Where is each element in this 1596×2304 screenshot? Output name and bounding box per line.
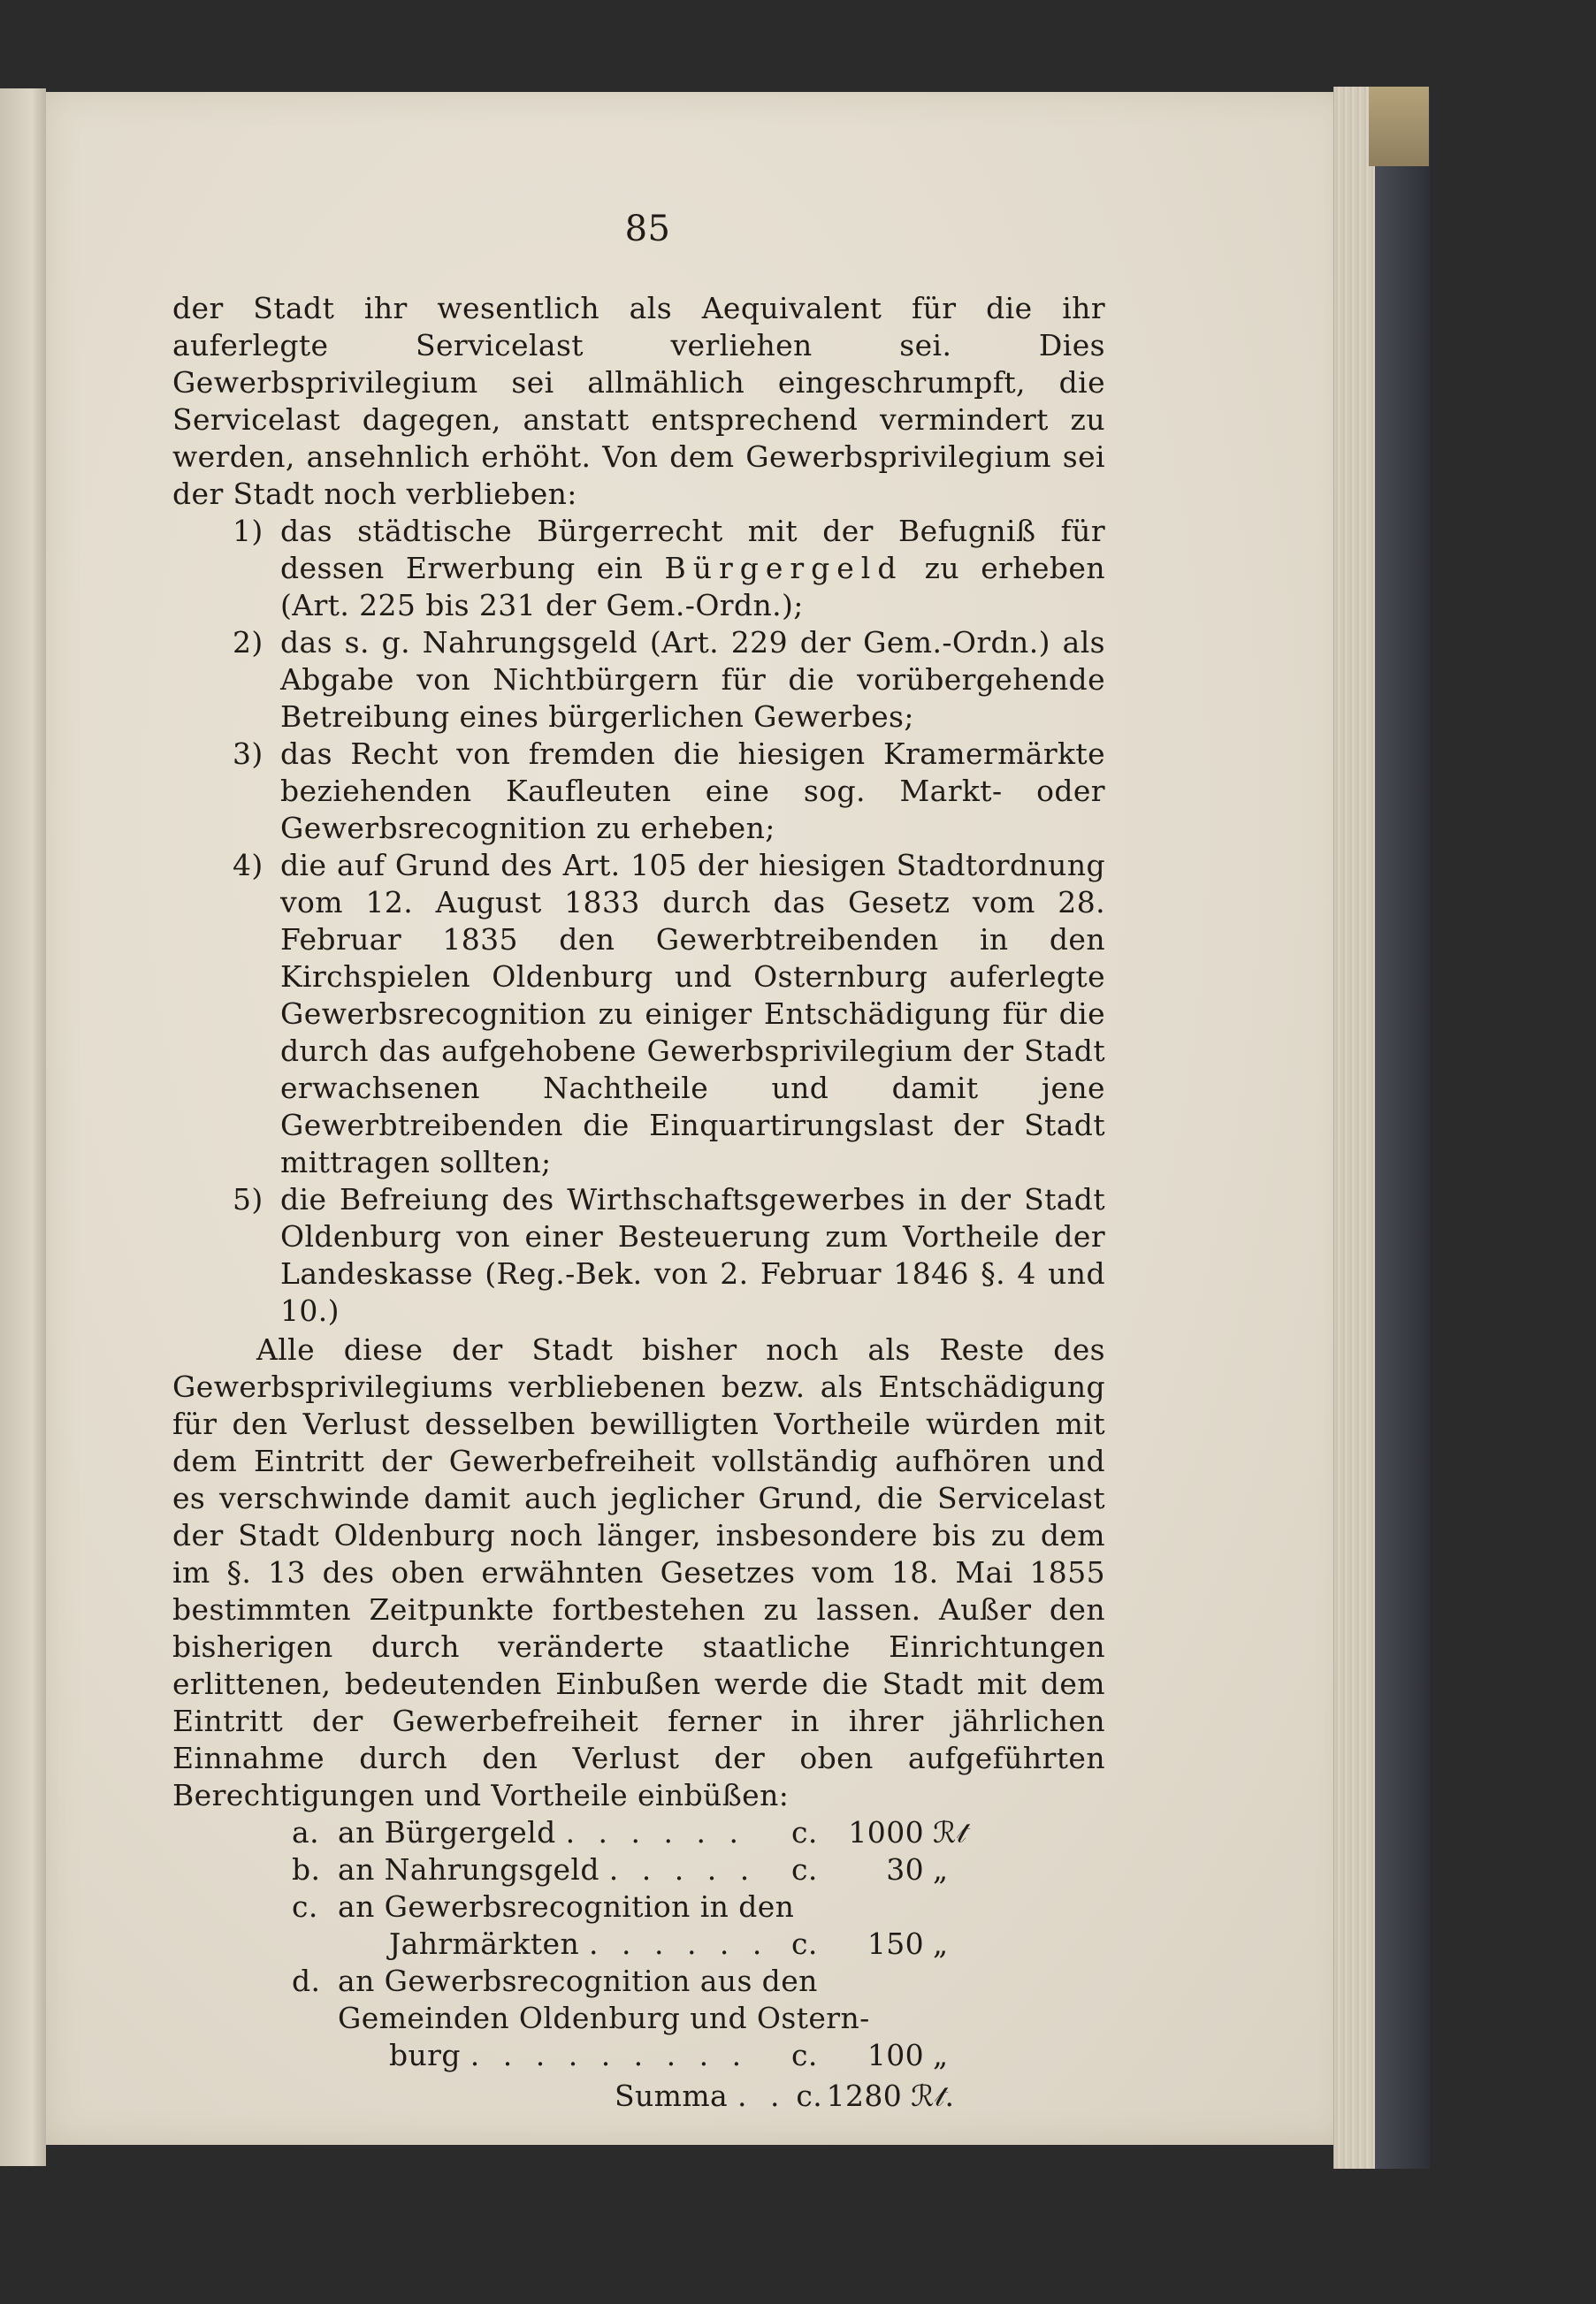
ledger-label — [338, 1851, 791, 1888]
list-item-number: 5) — [233, 1182, 263, 1217]
list-item-number: 1) — [233, 514, 263, 548]
ledger-unit: ℛ𝓉 — [933, 1815, 967, 1850]
ledger-row-continued — [292, 1926, 977, 1963]
ledger-label-text: Jahrmärkten — [389, 1926, 580, 1961]
list-item-text: das s. g. Nahrungsgeld (Art. 229 der Gem.-Ordn.) als Abgabe von Nichtbürgern für die vorübergehende Betreibung eines bürgerlichen Gewerbes; — [280, 625, 1105, 734]
numbered-list — [172, 513, 1105, 1330]
list-item — [172, 513, 1105, 624]
total-dots: . . — [737, 2079, 787, 2113]
ledger-amount: 150 — [867, 1926, 924, 1961]
ledger-row-continued — [292, 2000, 977, 2037]
ledger-total — [615, 2074, 1105, 2118]
total-label: Summa — [615, 2079, 729, 2113]
facing-page-edge — [0, 88, 46, 2166]
list-item-text: die auf Grund des Art. 105 der hiesigen Stadtordnung vom 12. August 1833 durch das Gesetz vom 28. Februar 1835 den Gewerbtreibenden in den Kirchspielen Oldenburg und Osternburg auferlegte Gewerbsrecognition zu einiger Entschädigung für die durch das aufgehobene Gewerbsprivilegium der Stadt erwachsenen Nachtheile und damit jene Gewerbtreibenden die Einquartirungslast der Stadt mittragen sollten; — [280, 848, 1105, 1179]
list-item-text-end: zu erheben (Art. 225 bis 231 der Gem.-Ordn.); — [280, 551, 1105, 622]
ledger-label — [292, 2037, 791, 2074]
list-item — [172, 736, 1105, 847]
list-item-number: 4) — [233, 848, 263, 882]
ledger-unit: „ — [933, 2038, 949, 2072]
total-unit: ℛ𝓉. — [911, 2079, 955, 2113]
ledger-label — [292, 1926, 791, 1963]
list-item-text: das städtische Bürgerrecht mit der Befugniß für dessen Erwerbung ein — [280, 514, 1105, 585]
ledger-circa: c. — [791, 1926, 818, 1961]
list-item-number: 2) — [233, 625, 263, 660]
ledger-label: Gemeinden Oldenburg und Ostern- — [338, 2001, 870, 2035]
total-amount: 1280 — [826, 2079, 903, 2113]
ledger-label: an Gewerbsrecognition in den — [338, 1889, 795, 1924]
page-content — [172, 209, 1105, 2118]
second-paragraph: Alle diese der Stadt bisher noch als Reste des Gewerbsprivilegiums verbliebenen bezw. als Entschädigung für den Verlust desselben bewilligten Vortheile würden mit dem Eintritt der Gewerbefreiheit vollständig aufhören und es verschwinde damit auch jeglicher Grund, die Servicelast der Stadt Oldenburg noch länger, insbesondere bis zu dem im §. 13 des oben erwähnten Gesetzes vom 18. Mai 1855 bestimmten Zeitpunkte fortbestehen zu lassen. Außer den bisherigen durch veränderte staatliche Einrichtungen erlittenen, bedeutenden Einbußen werde die Stadt mit dem Eintritt der Gewerbefreiheit ferner in ihrer jährlichen Einnahme durch den Verlust der oben aufgeführten Berechtigungen und Vortheile einbüßen: — [172, 1332, 1105, 1812]
ledger-circa: c. — [791, 1852, 818, 1887]
book-cover-edge — [1375, 93, 1430, 2169]
revenue-ledger — [292, 1814, 977, 2074]
ledger-amount: 1000 — [848, 1815, 924, 1850]
ledger-letter: a. — [292, 1815, 319, 1850]
ledger-letter: b. — [292, 1852, 321, 1887]
page-number: 85 — [624, 209, 671, 249]
ledger-row — [292, 1888, 977, 1926]
ledger-row-continued — [292, 2037, 977, 2074]
ledger-row — [292, 1851, 977, 1888]
list-item-text: die Befreiung des Wirthschaftsgewerbes in der Stadt Oldenburg von einer Besteuerung zum Vortheile der Landeskasse (Reg.-Bek. von 2. Februar 1846 §. 4 und 10.) — [280, 1182, 1105, 1328]
ledger-unit: „ — [933, 1926, 949, 1961]
list-item — [172, 1181, 1105, 1330]
list-item-emphasis: Bürgergeld — [664, 551, 904, 585]
total-circa: c. — [796, 2079, 823, 2113]
ledger-dots: . . . . . . . . . — [470, 2038, 749, 2072]
ledger-row — [292, 1814, 977, 1851]
ledger-label — [338, 1814, 791, 1851]
ledger-amount: 100 — [867, 2038, 924, 2072]
page-edges — [1333, 87, 1378, 2169]
ledger-circa: c. — [791, 2038, 818, 2072]
list-item — [172, 847, 1105, 1181]
ledger-label-text: burg — [389, 2038, 461, 2072]
ledger-label-text: an Bürgergeld — [338, 1815, 556, 1850]
list-item — [172, 624, 1105, 736]
ledger-unit: „ — [933, 1852, 949, 1887]
ledger-label-text: an Nahrungsgeld — [338, 1852, 599, 1887]
ledger-circa: c. — [791, 1815, 818, 1850]
ledger-dots: . . . . . — [608, 1852, 757, 1887]
intro-paragraph: der Stadt ihr wesentlich als Aequivalent für die ihr auferlegte Servicelast verliehen sei. Dies Gewerbsprivilegium sei allmählich eingeschrumpft, die Servicelast dagegen, anstatt entsprechend vermindert zu werden, ansehnlich erhöht. Von dem Gewerbsprivilegium sei der Stadt noch verblieben: — [172, 291, 1105, 511]
ledger-letter: d. — [292, 1964, 321, 1998]
ledger-label: an Gewerbsrecognition aus den — [338, 1964, 818, 1998]
ledger-row — [292, 1963, 977, 2000]
list-item-text: das Recht von fremden die hiesigen Kramermärkte beziehenden Kaufleuten eine sog. Markt- oder Gewerbsrecognition zu erheben; — [280, 736, 1105, 845]
ledger-amount: 30 — [886, 1852, 924, 1887]
ledger-dots: . . . . . . — [565, 1815, 745, 1850]
book-cover-corner — [1369, 87, 1429, 166]
list-item-number: 3) — [233, 736, 263, 771]
ledger-letter: c. — [292, 1889, 318, 1924]
ledger-dots: . . . . . . — [589, 1926, 769, 1961]
